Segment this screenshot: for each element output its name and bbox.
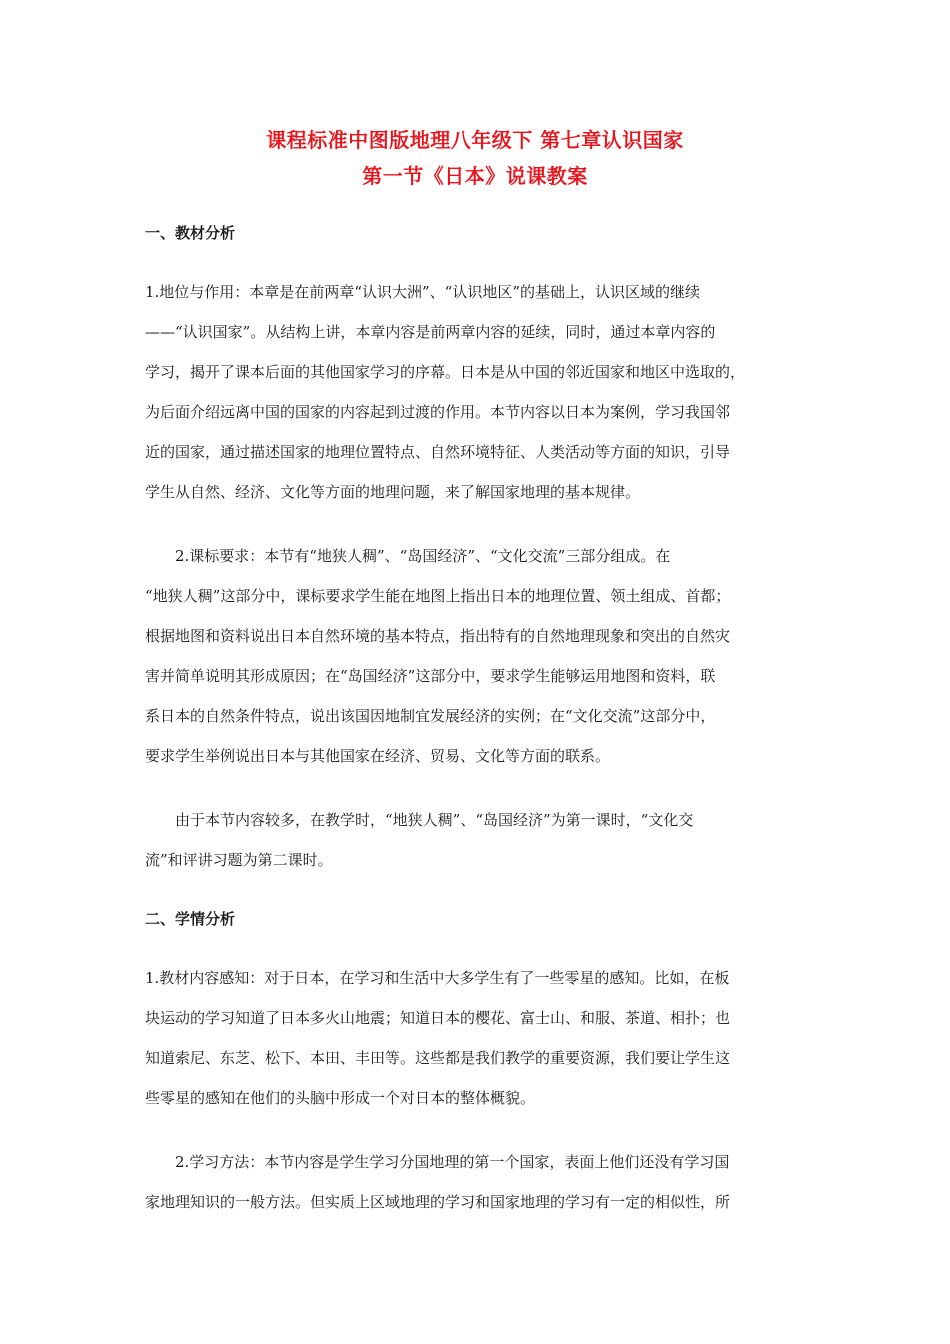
document-title: 课程标准中图版地理八年级下 第七章认识国家 (266, 128, 684, 152)
document-subtitle: 第一节《日本》说课教案 (362, 164, 588, 188)
text-line: 要求学生举例说出日本与其他国家在经济、贸易、文化等方面的联系。 (145, 747, 611, 765)
text-line: 些零星的感知在他们的头脑中形成一个对日本的整体概貌。 (145, 1089, 536, 1107)
text-line: 2.课标要求：本节有“地狭人稠”、“岛国经济”、“文化交流”三部分组成。在 (175, 547, 671, 565)
text-line: 1.教材内容感知：对于日本，在学习和生活中大多学生有了一些零星的感知。比如，在板 (145, 969, 730, 987)
section-heading-student-analysis: 二、学情分析 (145, 910, 236, 928)
section-heading-textbook-analysis: 一、教材分析 (145, 224, 236, 242)
text-line: 2.学习方法：本节内容是学生学习分国地理的第一个国家，表面上他们还没有学习国 (175, 1153, 730, 1171)
text-line: 由于本节内容较多，在教学时，“地狭人稠”、“岛国经济”为第一课时，“文化交 (175, 811, 694, 829)
text-line: 块运动的学习知道了日本多火山地震；知道日本的樱花、富士山、和服、茶道、相扑；也 (145, 1009, 731, 1027)
text-line: 学生从自然、经济、文化等方面的地理问题，来了解国家地理的基本规律。 (145, 483, 641, 501)
text-line: 流”和评讲习题为第二课时。 (145, 851, 333, 869)
paragraph-lesson-arrangement (145, 800, 805, 880)
text-line: 1.地位与作用：本章是在前两章“认识大洲”、“认识地区”的基础上，认识区域的继续 (145, 283, 700, 301)
paragraph-position-and-role (145, 272, 805, 512)
text-line: “地狭人稠”这部分中，课标要求学生能在地图上指出日本的地理位置、领土组成、首都； (145, 587, 731, 605)
text-line: 家地理知识的一般方法。但实质上区域地理的学习和国家地理的学习有一定的相似性，所 (145, 1193, 731, 1211)
text-line: 近的国家，通过描述国家的地理位置特点、自然环境特征、人类活动等方面的知识，引导 (145, 443, 731, 461)
text-line: ——“认识国家”。从结构上讲，本章内容是前两章内容的延续，同时，通过本章内容的 (145, 323, 716, 341)
text-line: 知道索尼、东芝、松下、本田、丰田等。这些都是我们教学的重要资源，我们要让学生这 (145, 1049, 731, 1067)
paragraph-content-perception (145, 958, 805, 1118)
text-line: 根据地图和资料说出日本自然环境的基本特点，指出特有的自然地理现象和突出的自然灾 (145, 627, 731, 645)
paragraph-curriculum-requirements (145, 536, 805, 776)
text-line: 为后面介绍远离中国的国家的内容起到过渡的作用。本节内容以日本为案例，学习我国邻 (145, 403, 731, 421)
paragraph-learning-methods (145, 1142, 805, 1222)
text-line: 害并简单说明其形成原因；在“岛国经济”这部分中，要求学生能够运用地图和资料，联 (145, 667, 716, 685)
text-line: 学习，揭开了课本后面的其他国家学习的序幕。日本是从中国的邻近国家和地区中选取的， (145, 363, 746, 381)
text-line: 系日本的自然条件特点，说出该国因地制宜发展经济的实例；在“文化交流”这部分中， (145, 707, 716, 725)
